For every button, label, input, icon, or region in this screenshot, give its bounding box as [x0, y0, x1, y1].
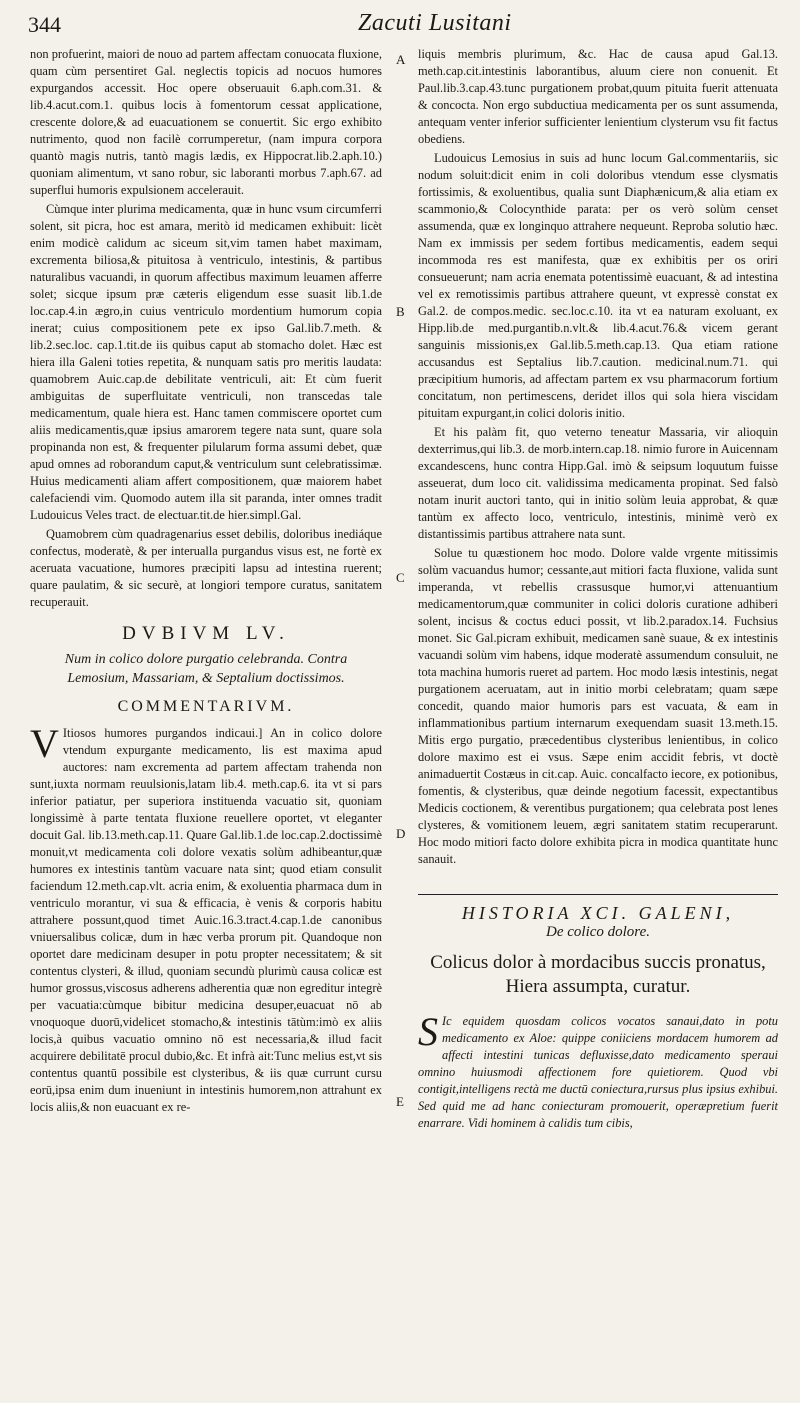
left-paragraph-3: Quamobrem cùm quadragenarius esset debilis, doloribus inediáque confectus, moderatè, & per interualla purgandus visus est, ne fortè ex aceruata vacuatione, humores præcipiti lapsu ad intestina ruerent; quare paulatim, & sic securè, at longiori tempore curatus, sanitatem recuperauit.	[30, 527, 382, 609]
section-rule	[418, 894, 778, 895]
left-column	[30, 46, 382, 1118]
margin-letter-e: E	[396, 1094, 404, 1109]
right-paragraph-2: Ludouicus Lemosius in suis ad hunc locum Gal.commentariis, sic nodum soluit:dicit enim in coli doloribus vtendum esse clysmatis fortissimis, & exoluentibus, qualia sunt Diaphænicum,& alia etiam ex scammonio,& Colocynthide parata: per os verò solùm censet assumenda, quæ ex longinquo attrahere nequeunt. Reproba solutio hæc. Nam ex immissis per sedem fortibus medicamentis, eadem sequi incommoda res est manifesta, quæ ex exhibitis per os oriri consueuerunt; nam acria enemata potentissimè euacuant, & ad intestina vel ex remotissimis partibus attrahere queunt, vt expressè constat ex Gal.2. de compos.medic. sec.loc.c.10. ita vt ea naturam exoluant, ex Hipp.lib.de med.purgantib.n.vlt.& lib.4.acut.76.& vicem gerant sanguinis missionis,ex Gal.lib.5.meth.cap.13. Qua etiam ratione accusandus est Septalius lib.7.caution. medicinal.num.71. qui præcipitium humoris, ad affectam partem ex vsu pharmacorum fortium concitatum, non pertimescens, deridet illos qui sola hiera viscidam pituitam expurgant,in colici doloris initio.	[418, 151, 778, 420]
dropcap-s: S	[418, 1009, 438, 1054]
margin-letter-a: A	[396, 52, 406, 67]
left-paragraph-1: non profuerint, maiori de nouo ad partem affectam conuocata fluxione, quam cùm persentiret Gal. neglectis topicis ad nocuos humores expurgandos accessit. Hoc opere obseruauit 6.aph.com.31. & lib.4.acut.com.1. quibus locis à fomentorum cessat applicatione, crescente dolore,& ad euacuationem se conuertit. Sic ergo exhibito nutrimento, quod non facilè corrumperetur, (nam impura corpora quantò magis nutris, tantò magis lædis, ex Hippocrat.lib.2.aph.10.) quoniam alimentum, vt sano robur, sic laboranti morbus 7.aph.67. ad superflui humoris expulsionem accelerauit.	[30, 47, 382, 197]
dubium-title: DVBIVM LV.	[122, 623, 290, 644]
right-paragraph-4: Solue tu quæstionem hoc modo. Dolore valde vrgente mitissimis solùm vacuandus humor; cessante,aut mitiori facta fluxione, valida sunt imperanda, vt rebellis crassusque humor,vi attenuantium medicamentorum,quæ communiter in colici doloris curatione adhiberi solent, incisus & coctus educi possit, vt lib.2.paradox.14. Fuchsius monet. Sic Gal.picram exhibuit, medicamen sanè suaue, & ex intestinis vacuandi solùm vim habens, idque moderatè assumendum consuluit, ne tota machina humoris rueret ad partem. Hoc modo læsis intestinis, negat purgationem aceruatam, aut in initio morbi celebratam; quam sæpe concedit, quando maior humoris pars est vacuata, & eam in inflammationibus partium internarum exequendam suasit 13.meth.15. Mitis ergo purgatio, præcedentibus clysteribus lenientibus, in colico dolore maximo est ei vsus. Sæpe enim accidit febris, vt doctè animaduertit Costæus in cit.cap. Auic. concalfacto iecore, ex potionibus, fomentis, & clysteribus, quæ deinde negotium facessit, expectantibus Medicis coctionem, & verentibus purgationem; qua celebrata post lenes clysteres, & vomitionem leuem, ægri sanitatem statim recuperarunt. Hoc modo mitiori facto dolore exhibita picra in modica quantitate hunc sanauit.	[418, 546, 778, 866]
right-paragraph-3: Et his palàm fit, quo veterno teneatur Massaria, vir alioquin dexterrimus,qui lib.3. de morb.intern.cap.18. nimio furore in Auicennam excandescens, hunc contra Hipp.Gal. imò & seipsum loquutum fuisse asseuerat, dum loco cit. validissima medicamenta propinat. Sed falsò notam inurit auctori tanto, qui in initio solùm leuia approbat, & quæ tantùm ex affecto loco, ventriculo, intestinis, minimè verò ex distantissimis partibus attrahere nata sunt.	[418, 425, 778, 541]
left-paragraph-2: Cùmque inter plurima medicamenta, quæ in hunc vsum circumferri solent, sit picra, hoc est amara, meritò id medicamen exhibuit: licèt enim modicè calidum ac siceum sit,vim tamen habet maximam, excrementa biliosa,& pituitosa à ventriculo, intestinis, & partibus naturalibus vacuandi, in quorum affectibus maximum leuamen afferre solet; sicque ipsum præ cæteris eligendum esse suasit lib.1.de loc.cap.4.in ægro,in cuius ventriculo mordentium humorum copia inerat; cuius compositionem pete ex ipso Gal.lib.7.meth. & lib.2.sec.loc. cap.1.tit.de iis quibus caput ab stomacho dolet. Hæc est hiera illa Galeni toties repetita, & nunquam satis pro meritis laudata: quamobrem Auic.cap.de debilitate ventriculi, ait: Et cùm fuerit ambiguitas de superfluitate ventriculi, non transcedas tale medicamentum, quale hiera est. Hanc tamen commiscere oportet cum aliis medicamentis,quæ ipsius amarorem tegere nata sunt, quare sola propinanda non est, & frequenter pilularum forma assumi debet, quæ apud omnes ad roborandum caput,& ventriculum sunt celebratissimæ. Huius medicamenti aliam affert compositionem, quæ maiorem habet calefaciendi vim. Quomodo autem illa sit paranda, inter omnes tradit Ludouicus Veles tract. de electuar.tit.de hier.simpl.Gal.	[30, 202, 382, 522]
commentary-paragraph	[30, 721, 382, 1116]
right-column	[418, 46, 778, 1134]
dubium-question: Num in colico dolore purgatio celebranda. Contra Lemosium, Massariam, & Septalium doctissimos.	[64, 652, 348, 686]
historia-paragraph	[418, 1009, 778, 1132]
historia-title: HISTORIA XCI. GALENI,	[461, 903, 735, 923]
historia-heading: Colicus dolor à mordacibus succis pronatus, Hiera assumpta, curatur.	[430, 952, 766, 997]
page-number: 344	[28, 12, 61, 37]
margin-letter-d: D	[396, 826, 406, 841]
dropcap-v: V	[30, 721, 59, 766]
historia-subtitle: De colico dolore.	[546, 924, 650, 940]
historia-text: Ic equidem quosdam colicos vocatos sanaui,dato in potu medicamento ex Aloe: quippe coniiciens mordacem humorem ad affecti intestini tunicas defluxisse,dato medicamento speraui omnino huiusmodi affectionem fore quietiorem. Quod vbi contigit,intelligens rectà me ductū coniectura,rursus plus ipsius exhibui. Sed quid me ad hanc coniecturam promouerit, operæpretium fuerit enarrare. Vidi hominem à calidis tum cibis,	[418, 1014, 778, 1130]
commentary-title: COMMENTARIVM.	[117, 698, 295, 715]
running-head: Zacuti Lusitani	[358, 10, 512, 36]
margin-letter-b: B	[396, 304, 405, 319]
margin-letter-c: C	[396, 570, 405, 585]
page-header	[28, 10, 778, 40]
right-paragraph-1: liquis membris plurimum, &c. Hac de causa apud Gal.13. meth.cap.cit.intestinis laborantibus, aluum ciere non conuenit. Et Paul.lib.3.cap.43.tunc purgationem probat,quum pituita fuerit attenuata & concocta. Non ergo subductiua medicamenta per os sunt assumenda, antequam venter inferior sufficienter lenientium clysterum vsu fit factus obediens.	[418, 47, 778, 146]
commentary-text: Itiosos humores purgandos indicaui.] An in colico dolore vtendum expurgante medicamento, lis est maxima apud auctores: nam excrementa ad partem affectam trahenda non sunt,iuxta normam reuulsionis,latam lib.4. meth.cap.6. ita vt si pars inferior patiatur, per superiora instituenda vacuatio sit, quoniam longissimè à parte tentata fluxione reuellere oportet, vt eleganter docuit Gal. lib.13.meth.cap.11. Quare Gal.lib.1.de loc.cap.2.doctissimè monuit,vt medicamenta coli dolore vexatis solùm adhibeantur,quæ humores ex intestinis tantùm vacuare nata sint; quod etiam consulit faciendum 12.meth.cap.vlt. acria enim, & exoluentia pharmaca dum in ventriculo morantur, vi sua & efficacia, è venis & corporis habitu attrahere possunt,quod timet Auic.16.3.tract.4.cap.1.de canonibus vniuersalibus colicæ, dum in hæc verba prorum pit. Quandoque non oportet dare medicinam desuper in potu propter necessitatem; & sit contentus clysteri, & illud, quoniam secundù plurimù causa colicæ est humor grossus,viscosus adherens adherentia quæ non egreditur integrè per vacuatia:cùmque bibitur medicina desuper,euacuat nō ab vnoquoque duorū,videlicet stomacho,& intestinis tātùm:imò ex aliis locis,à quibus vacuatio omnino nō est necessaria,& illud facit acquirere debilitatē procul dubio,&c. Et infrà ait:Tunc melius est,vt sis contentus quantū possibile est clysteribus, & iis quæ currunt cursu eorū,ipsa enim dum inueniunt in intestinis humorem,non attrahunt ex locis aliis,& non euacuant ex re-	[30, 726, 382, 1114]
